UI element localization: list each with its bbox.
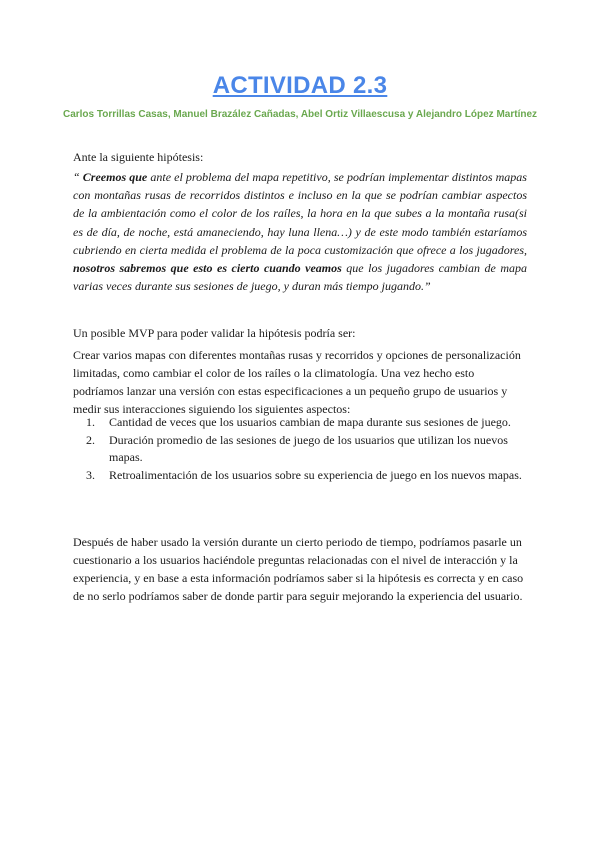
quote-text-part2: que los jugadores cambian de mapa varias veces durante sus sesiones de juego, y duran más tiempo jugando.” — [73, 261, 527, 294]
hypothesis-intro: Ante la siguiente hipótesis: — [73, 150, 204, 164]
quote-bold-believe: Creemos que — [82, 170, 148, 184]
mvp-paragraph: Crear varios mapas con diferentes montañas rusas y recorridos y opciones de personalización limitadas, como cambiar el color de los raíles o la climatología. Una vez hecho esto podríamos lanzar una versión con estas especificaciones a un pequeño grupo de usuarios y medir sus interacciones siguiendo los siguientes aspectos: — [73, 348, 521, 416]
list-item-number: 1. — [86, 415, 95, 429]
mvp-lead: Un posible MVP para poder validar la hipótesis podría ser: — [73, 326, 356, 340]
quote-open-mark: “ — [73, 170, 83, 184]
list-item — [73, 414, 527, 431]
aspects-list — [73, 414, 527, 485]
conclusion-paragraph: Después de haber usado la versión durante un cierto periodo de tiempo, podríamos pasarle un cuestionario a los usuarios haciéndole preguntas relacionadas con el nivel de interacción y la experiencia, y en base a esta información podríamos saber si la hipótesis es correcta y en caso de no serlo podríamos saber de donde partir para seguir mejorando la experiencia del usuario. — [73, 535, 524, 603]
list-item — [73, 467, 527, 484]
list-item-text: Cantidad de veces que los usuarios cambian de mapa durante sus sesiones de juego. — [109, 415, 511, 429]
quote-text-part1: ante el problema del mapa repetitivo, se podrían implementar distintos mapas con montañas rusas de recorridos distintos e incluso en la que se podrían cambiar aspectos de la ambientación como el color de los raíles, la hora en la que subes a la montaña rusa(si es de día, de noche, está amaneciendo, hay luna llena…) y de este modo también estaríamos cubriendo en cierta medida el problema de la poca customización que ofrece a los jugadores, — [73, 170, 527, 257]
list-item-text: Duración promedio de las sesiones de juego de los usuarios que utilizan los nuevos mapas. — [109, 433, 508, 464]
list-item-number: 2. — [86, 433, 95, 447]
list-item — [73, 432, 527, 466]
quote-bold-know: nosotros sabremos que esto es cierto cuando veamos — [73, 261, 342, 276]
list-item-number: 3. — [86, 468, 95, 482]
hypothesis-quote — [73, 168, 527, 295]
list-item-text: Retroalimentación de los usuarios sobre su experiencia de juego en los nuevos mapas. — [109, 468, 522, 482]
authors-line: Carlos Torrillas Casas, Manuel Brazález Cañadas, Abel Ortiz Villaescusa y Alejandro López Martínez — [62, 109, 538, 120]
document-title: ACTIVIDAD 2.3 — [212, 72, 388, 99]
